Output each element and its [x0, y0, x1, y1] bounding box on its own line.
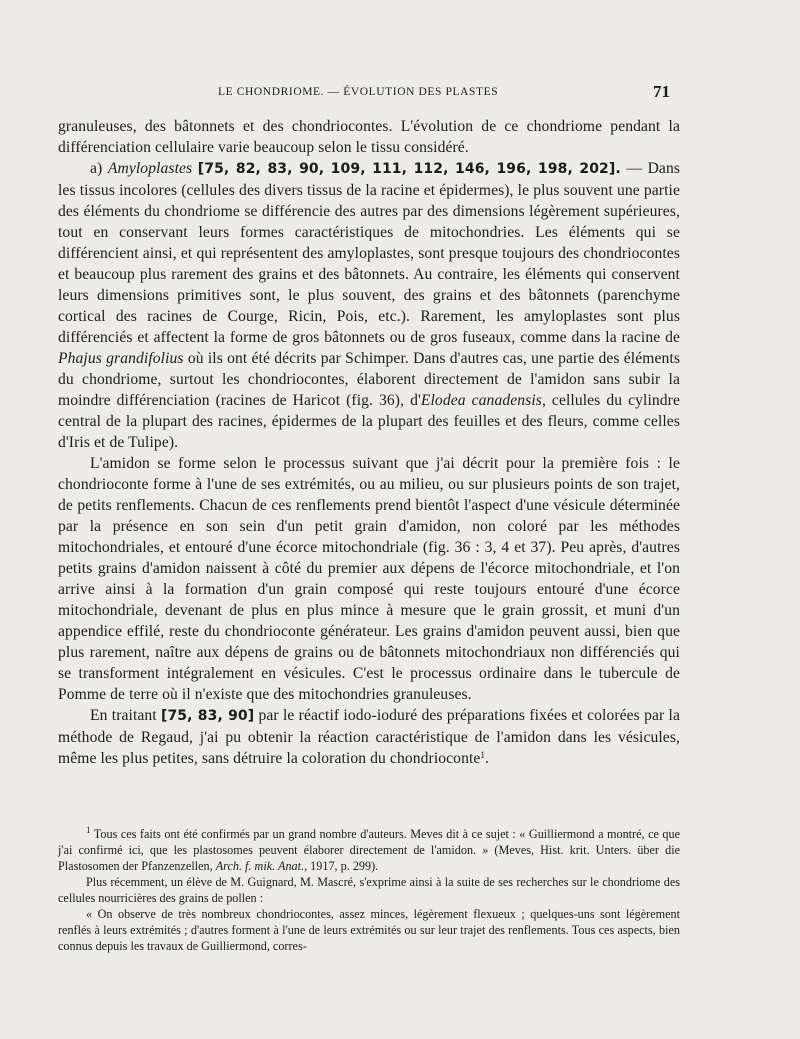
footnote-1-text-b: , 1917, p. 299). [304, 859, 379, 873]
paragraph-4-text-a: En traitant [90, 707, 161, 724]
footnote-paragraph-2 [58, 874, 680, 906]
paragraph-amyloplastes [58, 158, 680, 453]
paragraph-2-text-a: — Dans les tissus incolores (cellules des divers tissus de la racine et épidermes), le plus souvent une partie des éléments du chondriome se différencie des autres par des dimensions légèrement supérieures, tout en conservant leurs formes caractéristiques de mitochondries. Les éléments qui se différencient ainsi, et qui représentent des amyloplastes, sont presque toujours des chondriocontes et beaucoup plus rarement des grains et des bâtonnets. Au contraire, les éléments qui conservent leurs dimensions primitives sont, le plus souvent, des grains et des bâtonnets (parenchyme cortical des racines de Courge, Ricin, Pois, etc.). Rarement, les amyloplastes sont plus différenciés et affectent la forme de gros bâtonnets ou de gros fuseaux, comme dans la racine de [58, 160, 681, 346]
page-header [58, 82, 670, 106]
footnote-2-text: Plus récemment, un élève de M. Guignard, M. Mascré, s'exprime ainsi à la suite de ses recherches sur le chondriome des cellules nourricières des grains de pollen : [58, 875, 680, 905]
paragraph-4 [58, 705, 680, 769]
section-term: Amyloplastes [107, 160, 193, 177]
journal-name: Arch. f. mik. Anat. [215, 859, 305, 873]
paragraph-1 [58, 116, 680, 158]
section-letter: a) [90, 160, 108, 177]
running-title: LE CHONDRIOME. — ÉVOLUTION DES PLASTES [218, 86, 499, 98]
paragraph-3 [58, 453, 680, 705]
footnote-3-text: « On observe de très nombreux chondriocontes, assez minces, légèrement flexueux ; quelques-uns sont légèrement renflés à leurs extrémités ; d'autres forment à l'une de leurs extrémités ou sur leur trajet des renflements. Tous ces aspects, bien connus depuis les travaux de Guilliermond, corres- [58, 907, 680, 953]
bibliographic-references: [75, 82, 83, 90, 109, 111, 112, 146, 196, 198, 202]. [197, 161, 621, 177]
paragraph-4-end: . [485, 750, 490, 767]
bibliographic-references: [75, 83, 90] [160, 708, 255, 724]
footnote-marker: 1 [480, 750, 486, 760]
body-text [58, 116, 680, 769]
paragraph-4-text-b: par le réactif iodo-ioduré des préparations fixées et colorées par la méthode de Regaud, j'ai pu obtenir la réaction caractéristique de l'amidon dans les vésicules, même les plus petites, sans détruire la coloration du chondrioconte [58, 707, 680, 767]
footnote-1 [58, 826, 680, 874]
footnote-1-text-a: Tous ces faits ont été confirmés par un grand nombre d'auteurs. Meves dit à ce sujet : « Guilliermond a montré, ce que j'ai confirmé ici, que les plastosomes peuvent élaborer directement de l'amidon. » (Meves, Hist. krit. Unters. über die Plastosomen der Pfanzenzellen, [58, 827, 680, 873]
paragraph-2-text-c: , cellules du cylindre central de la plupart des racines, épidermes de la plupart des feuilles et des fleurs, comme celles d'Iris et de Tulipe). [58, 392, 680, 451]
species-name: Elodea canadensis [420, 392, 542, 409]
paragraph-1-text: granuleuses, des bâtonnets et des chondriocontes. L'évolution de ce chondriome pendant la différenciation cellulaire varie beaucoup selon le tissu considéré. [58, 118, 680, 156]
footnotes [58, 826, 680, 954]
paragraph-3-text: L'amidon se forme selon le processus suivant que j'ai décrit pour la première fois : le chondrioconte forme à l'une de ses extrémités, ou au milieu, ou sur plusieurs points de son trajet, de petits renflements. Chacun de ces renflements prend bientôt l'aspect d'une vésicule déterminée par la présence en son sein d'un petit grain d'amidon, non coloré par les méthodes mitochondriales, et entouré d'une écorce mitochondriale (fig. 36 : 3, 4 et 37). Peu après, d'autres petits grains d'amidon naissent à côté du premier aux dépens de l'écorce mitochondriale, et l'on arrive ainsi à la formation d'un grain composé qui reste toujours entouré d'une écorce mitochondriale, devenant de plus en plus mince à mesure que le grain grossit, et muni d'un appendice effilé, reste du chondrioconte générateur. Les grains d'amidon peuvent aussi, bien que plus rarement, naître aux dépens de grains ou de bâtonnets mitochondriaux non différenciés qui se transforment intégralement en vésicules. C'est le processus ordinaire dans le tubercule de Pomme de terre où il n'existe que des mitochondries granuleuses. [58, 455, 680, 703]
footnote-number: 1 [86, 825, 91, 835]
species-name: Phajus grandifolius [58, 350, 184, 367]
footnote-paragraph-3 [58, 906, 680, 954]
page-number: 71 [653, 82, 670, 101]
paragraph-2-text-b: où ils ont été décrits par Schimper. Dans d'autres cas, une partie des éléments du chondriome, surtout les chondriocontes, élaborent directement de l'amidon sans subir la moindre différenciation (racines de Haricot (fig. 36), d' [58, 350, 680, 409]
